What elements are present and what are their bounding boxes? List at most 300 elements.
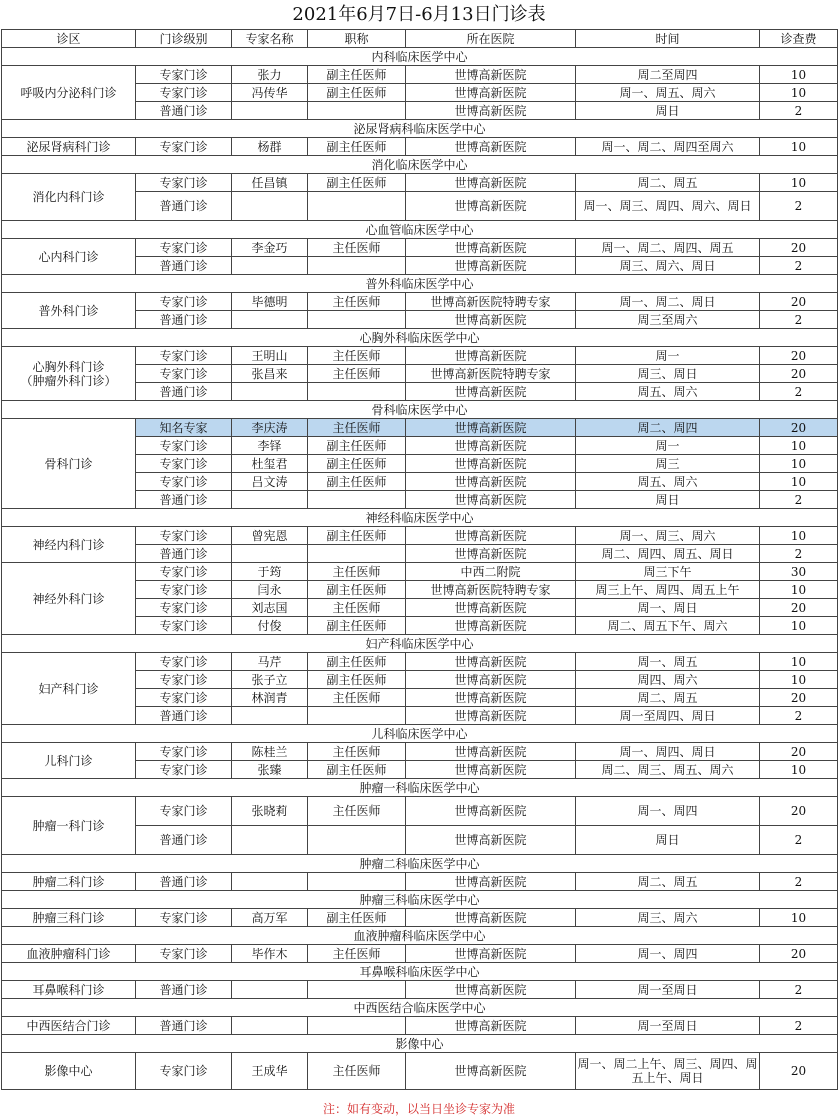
hospital-cell: 世博高新医院 bbox=[406, 873, 576, 891]
title-cell bbox=[308, 545, 406, 563]
table-row bbox=[2, 419, 838, 437]
dept-name: 呼吸内分泌科门诊 bbox=[20, 85, 117, 100]
hospital-cell: 世博高新医院 bbox=[406, 707, 576, 725]
level-cell: 专家门诊 bbox=[136, 365, 232, 383]
hospital-cell: 世博高新医院特聘专家 bbox=[406, 293, 576, 311]
expert-cell: 付俊 bbox=[232, 617, 308, 635]
section-title: 骨科临床医学中心 bbox=[2, 401, 838, 419]
level-cell: 专家门诊 bbox=[136, 437, 232, 455]
fee-cell: 10 bbox=[760, 617, 838, 635]
hospital-cell: 世博高新医院 bbox=[406, 311, 576, 329]
section-row bbox=[2, 120, 838, 138]
hospital-cell: 世博高新医院 bbox=[406, 257, 576, 275]
expert-cell: 张力 bbox=[232, 66, 308, 84]
section-row bbox=[2, 509, 838, 527]
title-cell: 主任医师 bbox=[308, 293, 406, 311]
section-row bbox=[2, 855, 838, 873]
table-row bbox=[2, 1017, 838, 1035]
table-row bbox=[2, 563, 838, 581]
table-row bbox=[2, 743, 838, 761]
section-row bbox=[2, 329, 838, 347]
header-cell: 时间 bbox=[576, 30, 760, 48]
table-row bbox=[2, 1053, 838, 1090]
level-cell: 专家门诊 bbox=[136, 293, 232, 311]
time-cell: 周五、周六 bbox=[576, 383, 760, 401]
table-row bbox=[2, 945, 838, 963]
expert-cell: 张臻 bbox=[232, 761, 308, 779]
title-cell: 副主任医师 bbox=[308, 473, 406, 491]
expert-cell bbox=[232, 545, 308, 563]
title-cell bbox=[308, 192, 406, 221]
table-row bbox=[2, 797, 838, 826]
level-cell: 专家门诊 bbox=[136, 797, 232, 826]
time-cell: 周一 bbox=[576, 437, 760, 455]
table-row bbox=[2, 138, 838, 156]
title-cell: 主任医师 bbox=[308, 945, 406, 963]
table-row bbox=[2, 981, 838, 999]
title-cell: 主任医师 bbox=[308, 563, 406, 581]
level-cell: 专家门诊 bbox=[136, 599, 232, 617]
hospital-cell: 世博高新医院 bbox=[406, 653, 576, 671]
time-cell: 周三上午、周四、周五上午 bbox=[576, 581, 760, 599]
schedule-table bbox=[1, 29, 838, 1090]
section-title: 肿瘤二科临床医学中心 bbox=[2, 855, 838, 873]
dept-cell bbox=[2, 174, 136, 221]
dept-cell bbox=[2, 347, 136, 401]
section-title: 血液肿瘤科临床医学中心 bbox=[2, 927, 838, 945]
fee-cell: 10 bbox=[760, 761, 838, 779]
level-cell: 专家门诊 bbox=[136, 347, 232, 365]
dept-name: 骨科门诊 bbox=[44, 456, 93, 471]
section-title: 内科临床医学中心 bbox=[2, 48, 838, 66]
fee-cell: 2 bbox=[760, 981, 838, 999]
time-cell: 周二、周五 bbox=[576, 174, 760, 192]
expert-cell: 冯传华 bbox=[232, 84, 308, 102]
level-cell: 专家门诊 bbox=[136, 527, 232, 545]
fee-cell: 20 bbox=[760, 293, 838, 311]
expert-cell: 曾宪恩 bbox=[232, 527, 308, 545]
fee-cell: 20 bbox=[760, 365, 838, 383]
title-cell: 副主任医师 bbox=[308, 581, 406, 599]
header-cell: 所在医院 bbox=[406, 30, 576, 48]
time-cell: 周一、周四、周日 bbox=[576, 743, 760, 761]
level-cell: 普通门诊 bbox=[136, 311, 232, 329]
hospital-cell: 世博高新医院 bbox=[406, 527, 576, 545]
time-cell: 周一、周四 bbox=[576, 797, 760, 826]
expert-cell bbox=[232, 873, 308, 891]
section-row bbox=[2, 1035, 838, 1053]
level-cell: 专家门诊 bbox=[136, 761, 232, 779]
header-cell: 职称 bbox=[308, 30, 406, 48]
hospital-cell: 世博高新医院 bbox=[406, 945, 576, 963]
fee-cell: 20 bbox=[760, 689, 838, 707]
time-cell: 周一、周二、周四、周五 bbox=[576, 239, 760, 257]
dept-cell bbox=[2, 138, 136, 156]
header-cell: 诊区 bbox=[2, 30, 136, 48]
title-cell: 副主任医师 bbox=[308, 761, 406, 779]
expert-cell: 任昌镇 bbox=[232, 174, 308, 192]
hospital-cell: 中西二附院 bbox=[406, 563, 576, 581]
time-cell: 周日 bbox=[576, 491, 760, 509]
dept-cell bbox=[2, 293, 136, 329]
time-cell: 周五、周六 bbox=[576, 473, 760, 491]
title-cell bbox=[308, 981, 406, 999]
fee-cell: 20 bbox=[760, 599, 838, 617]
time-cell: 周二、周四、周五、周日 bbox=[576, 545, 760, 563]
dept-cell bbox=[2, 1053, 136, 1090]
fee-cell: 30 bbox=[760, 563, 838, 581]
expert-cell: 吕文涛 bbox=[232, 473, 308, 491]
dept-name: 心胸外科门诊 bbox=[32, 359, 105, 374]
dept-name: 泌尿肾病科门诊 bbox=[26, 139, 111, 154]
dept-cell bbox=[2, 743, 136, 779]
level-cell: 专家门诊 bbox=[136, 743, 232, 761]
section-row bbox=[2, 963, 838, 981]
hospital-cell: 世博高新医院 bbox=[406, 617, 576, 635]
table-row bbox=[2, 527, 838, 545]
title-cell bbox=[308, 826, 406, 855]
expert-cell bbox=[232, 192, 308, 221]
time-cell: 周日 bbox=[576, 826, 760, 855]
title-cell bbox=[308, 311, 406, 329]
dept-name: 心内科门诊 bbox=[38, 249, 99, 264]
title-cell: 主任医师 bbox=[308, 239, 406, 257]
dept-name: 儿科门诊 bbox=[44, 753, 93, 768]
section-row bbox=[2, 401, 838, 419]
hospital-cell: 世博高新医院 bbox=[406, 599, 576, 617]
fee-cell: 2 bbox=[760, 826, 838, 855]
level-cell: 普通门诊 bbox=[136, 873, 232, 891]
hospital-cell: 世博高新医院 bbox=[406, 347, 576, 365]
expert-cell: 毕德明 bbox=[232, 293, 308, 311]
time-cell: 周一、周二、周日 bbox=[576, 293, 760, 311]
fee-cell: 2 bbox=[760, 1017, 838, 1035]
time-cell: 周一、周日 bbox=[576, 599, 760, 617]
time-cell: 周一、周五、周六 bbox=[576, 84, 760, 102]
expert-cell: 杨群 bbox=[232, 138, 308, 156]
title-cell bbox=[308, 707, 406, 725]
fee-cell: 20 bbox=[760, 1053, 838, 1090]
expert-cell bbox=[232, 826, 308, 855]
level-cell: 专家门诊 bbox=[136, 138, 232, 156]
hospital-cell: 世博高新医院 bbox=[406, 383, 576, 401]
dept-cell bbox=[2, 873, 136, 891]
expert-cell: 李庆涛 bbox=[232, 419, 308, 437]
time-cell: 周三至周六 bbox=[576, 311, 760, 329]
time-cell: 周三下午 bbox=[576, 563, 760, 581]
time-cell: 周三 bbox=[576, 455, 760, 473]
hospital-cell: 世博高新医院 bbox=[406, 102, 576, 120]
hospital-cell: 世博高新医院 bbox=[406, 84, 576, 102]
level-cell: 专家门诊 bbox=[136, 563, 232, 581]
hospital-cell: 世博高新医院 bbox=[406, 1053, 576, 1090]
dept-name: 神经外科门诊 bbox=[32, 591, 105, 606]
hospital-cell: 世博高新医院 bbox=[406, 239, 576, 257]
section-title: 神经科临床医学中心 bbox=[2, 509, 838, 527]
time-cell: 周三、周六、周日 bbox=[576, 257, 760, 275]
hospital-cell: 世博高新医院 bbox=[406, 455, 576, 473]
level-cell: 专家门诊 bbox=[136, 84, 232, 102]
title-cell: 主任医师 bbox=[308, 1053, 406, 1090]
section-row bbox=[2, 779, 838, 797]
level-cell: 专家门诊 bbox=[136, 455, 232, 473]
page-title: 2021年6月7日-6月13日门诊表 bbox=[292, 4, 546, 25]
hospital-cell: 世博高新医院 bbox=[406, 545, 576, 563]
fee-cell: 20 bbox=[760, 797, 838, 826]
section-title: 中西医结合临床医学中心 bbox=[2, 999, 838, 1017]
level-cell: 专家门诊 bbox=[136, 909, 232, 927]
fee-cell: 10 bbox=[760, 671, 838, 689]
fee-cell: 2 bbox=[760, 257, 838, 275]
section-row bbox=[2, 999, 838, 1017]
fee-cell: 10 bbox=[760, 138, 838, 156]
dept-cell bbox=[2, 563, 136, 635]
expert-cell: 刘志国 bbox=[232, 599, 308, 617]
dept-name: 神经内科门诊 bbox=[32, 537, 105, 552]
hospital-cell: 世博高新医院 bbox=[406, 761, 576, 779]
hospital-cell: 世博高新医院 bbox=[406, 437, 576, 455]
time-cell: 周一、周四 bbox=[576, 945, 760, 963]
title-cell: 副主任医师 bbox=[308, 455, 406, 473]
dept-cell bbox=[2, 945, 136, 963]
section-title: 儿科临床医学中心 bbox=[2, 725, 838, 743]
fee-cell: 2 bbox=[760, 383, 838, 401]
level-cell: 普通门诊 bbox=[136, 257, 232, 275]
section-title: 心胸外科临床医学中心 bbox=[2, 329, 838, 347]
title-cell: 副主任医师 bbox=[308, 84, 406, 102]
time-cell: 周一至周日 bbox=[576, 981, 760, 999]
hospital-cell: 世博高新医院 bbox=[406, 174, 576, 192]
header-row bbox=[2, 30, 838, 48]
title-cell: 副主任医师 bbox=[308, 617, 406, 635]
expert-cell: 闫永 bbox=[232, 581, 308, 599]
time-cell: 周一、周三、周六 bbox=[576, 527, 760, 545]
hospital-cell: 世博高新医院 bbox=[406, 826, 576, 855]
expert-cell: 李铎 bbox=[232, 437, 308, 455]
dept-name: 肿瘤二科门诊 bbox=[32, 874, 105, 889]
level-cell: 普通门诊 bbox=[136, 826, 232, 855]
dept-subname: （肿瘤外科门诊） bbox=[20, 373, 117, 388]
level-cell: 专家门诊 bbox=[136, 671, 232, 689]
level-cell: 专家门诊 bbox=[136, 174, 232, 192]
title-cell: 主任医师 bbox=[308, 347, 406, 365]
time-cell: 周二、周五 bbox=[576, 689, 760, 707]
time-cell: 周一、周二、周四至周六 bbox=[576, 138, 760, 156]
title-cell: 副主任医师 bbox=[308, 174, 406, 192]
dept-cell bbox=[2, 239, 136, 275]
dept-name: 耳鼻喉科门诊 bbox=[32, 982, 105, 997]
section-title: 心血管临床医学中心 bbox=[2, 221, 838, 239]
expert-cell: 陈桂兰 bbox=[232, 743, 308, 761]
fee-cell: 10 bbox=[760, 581, 838, 599]
schedule-table-body bbox=[2, 30, 838, 1090]
dept-name: 中西医结合门诊 bbox=[26, 1018, 111, 1033]
title-cell bbox=[308, 1017, 406, 1035]
expert-cell bbox=[232, 707, 308, 725]
fee-cell: 10 bbox=[760, 527, 838, 545]
dept-cell bbox=[2, 909, 136, 927]
section-row bbox=[2, 275, 838, 293]
table-row bbox=[2, 174, 838, 192]
fee-cell: 2 bbox=[760, 192, 838, 221]
expert-cell bbox=[232, 257, 308, 275]
expert-cell: 张子立 bbox=[232, 671, 308, 689]
dept-name: 普外科门诊 bbox=[38, 303, 99, 318]
title-cell: 副主任医师 bbox=[308, 527, 406, 545]
time-cell: 周一 bbox=[576, 347, 760, 365]
level-cell: 专家门诊 bbox=[136, 1053, 232, 1090]
fee-cell: 20 bbox=[760, 743, 838, 761]
fee-cell: 20 bbox=[760, 419, 838, 437]
expert-cell: 张晓莉 bbox=[232, 797, 308, 826]
hospital-cell: 世博高新医院 bbox=[406, 66, 576, 84]
dept-name: 消化内科门诊 bbox=[32, 190, 105, 204]
hospital-cell: 世博高新医院 bbox=[406, 909, 576, 927]
title-cell: 主任医师 bbox=[308, 599, 406, 617]
expert-cell: 林润青 bbox=[232, 689, 308, 707]
time-cell: 周一、周三、周四、周六、周日 bbox=[576, 192, 760, 221]
section-title: 肿瘤一科临床医学中心 bbox=[2, 779, 838, 797]
time-cell: 周二、周五 bbox=[576, 873, 760, 891]
title-cell bbox=[308, 257, 406, 275]
section-row bbox=[2, 221, 838, 239]
hospital-cell: 世博高新医院 bbox=[406, 1017, 576, 1035]
level-cell: 专家门诊 bbox=[136, 689, 232, 707]
title-cell bbox=[308, 102, 406, 120]
fee-cell: 2 bbox=[760, 545, 838, 563]
fee-cell: 10 bbox=[760, 66, 838, 84]
level-cell: 专家门诊 bbox=[136, 617, 232, 635]
fee-cell: 2 bbox=[760, 491, 838, 509]
title-cell bbox=[308, 383, 406, 401]
section-row bbox=[2, 635, 838, 653]
time-cell: 周二至周四 bbox=[576, 66, 760, 84]
time-cell: 周二、周四 bbox=[576, 419, 760, 437]
section-row bbox=[2, 725, 838, 743]
hospital-cell: 世博高新医院特聘专家 bbox=[406, 581, 576, 599]
table-row bbox=[2, 293, 838, 311]
expert-cell bbox=[232, 981, 308, 999]
fee-cell: 10 bbox=[760, 455, 838, 473]
expert-cell: 王明山 bbox=[232, 347, 308, 365]
table-row bbox=[2, 873, 838, 891]
fee-cell: 10 bbox=[760, 174, 838, 192]
section-title: 妇产科临床医学中心 bbox=[2, 635, 838, 653]
fee-cell: 2 bbox=[760, 873, 838, 891]
title-cell: 主任医师 bbox=[308, 797, 406, 826]
table-row bbox=[2, 66, 838, 84]
dept-cell bbox=[2, 1017, 136, 1035]
section-title: 消化临床医学中心 bbox=[2, 156, 838, 174]
time-cell: 周一、周二上午、周三、周四、周五上午、周日 bbox=[576, 1053, 760, 1090]
header-cell: 门诊级别 bbox=[136, 30, 232, 48]
title-cell: 副主任医师 bbox=[308, 671, 406, 689]
hospital-cell: 世博高新医院 bbox=[406, 743, 576, 761]
title-cell: 主任医师 bbox=[308, 365, 406, 383]
section-title: 泌尿肾病科临床医学中心 bbox=[2, 120, 838, 138]
section-title: 影像中心 bbox=[2, 1035, 838, 1053]
time-cell: 周四、周六 bbox=[576, 671, 760, 689]
footer-note: 注：如有变动，以当日坐诊专家为准 bbox=[322, 1102, 515, 1116]
dept-cell bbox=[2, 66, 136, 120]
level-cell: 专家门诊 bbox=[136, 239, 232, 257]
table-row bbox=[2, 347, 838, 365]
level-cell: 专家门诊 bbox=[136, 581, 232, 599]
section-title: 肿瘤三科临床医学中心 bbox=[2, 891, 838, 909]
hospital-cell: 世博高新医院 bbox=[406, 689, 576, 707]
fee-cell: 20 bbox=[760, 347, 838, 365]
level-cell: 专家门诊 bbox=[136, 653, 232, 671]
title-cell: 副主任医师 bbox=[308, 66, 406, 84]
dept-name: 妇产科门诊 bbox=[38, 681, 99, 696]
fee-cell: 2 bbox=[760, 102, 838, 120]
expert-cell bbox=[232, 102, 308, 120]
dept-cell bbox=[2, 527, 136, 563]
expert-cell: 杜玺君 bbox=[232, 455, 308, 473]
fee-cell: 20 bbox=[760, 945, 838, 963]
dept-name: 肿瘤三科门诊 bbox=[32, 910, 105, 925]
header-cell: 诊查费 bbox=[760, 30, 838, 48]
hospital-cell: 世博高新医院 bbox=[406, 192, 576, 221]
hospital-cell: 世博高新医院 bbox=[406, 491, 576, 509]
expert-cell bbox=[232, 383, 308, 401]
table-row bbox=[2, 909, 838, 927]
dept-cell bbox=[2, 653, 136, 725]
level-cell: 普通门诊 bbox=[136, 102, 232, 120]
level-cell: 普通门诊 bbox=[136, 383, 232, 401]
dept-cell bbox=[2, 981, 136, 999]
title-cell: 副主任医师 bbox=[308, 138, 406, 156]
title-cell: 副主任医师 bbox=[308, 653, 406, 671]
fee-cell: 2 bbox=[760, 707, 838, 725]
expert-cell bbox=[232, 311, 308, 329]
expert-cell: 于筠 bbox=[232, 563, 308, 581]
time-cell: 周一至周日 bbox=[576, 1017, 760, 1035]
level-cell: 普通门诊 bbox=[136, 981, 232, 999]
title-cell: 副主任医师 bbox=[308, 909, 406, 927]
time-cell: 周三、周日 bbox=[576, 365, 760, 383]
expert-cell: 毕作木 bbox=[232, 945, 308, 963]
expert-cell: 王成华 bbox=[232, 1053, 308, 1090]
hospital-cell: 世博高新医院 bbox=[406, 473, 576, 491]
fee-cell: 20 bbox=[760, 239, 838, 257]
fee-cell: 10 bbox=[760, 84, 838, 102]
section-title: 普外科临床医学中心 bbox=[2, 275, 838, 293]
title-cell: 主任医师 bbox=[308, 419, 406, 437]
level-cell: 普通门诊 bbox=[136, 192, 232, 221]
hospital-cell: 世博高新医院 bbox=[406, 671, 576, 689]
dept-name: 影像中心 bbox=[44, 1064, 93, 1078]
fee-cell: 10 bbox=[760, 437, 838, 455]
level-cell: 知名专家 bbox=[136, 419, 232, 437]
title-cell: 主任医师 bbox=[308, 689, 406, 707]
title-cell bbox=[308, 873, 406, 891]
section-row bbox=[2, 891, 838, 909]
dept-cell bbox=[2, 419, 136, 509]
hospital-cell: 世博高新医院 bbox=[406, 797, 576, 826]
expert-cell: 张昌来 bbox=[232, 365, 308, 383]
level-cell: 普通门诊 bbox=[136, 545, 232, 563]
section-row bbox=[2, 927, 838, 945]
level-cell: 普通门诊 bbox=[136, 491, 232, 509]
fee-cell: 10 bbox=[760, 909, 838, 927]
level-cell: 普通门诊 bbox=[136, 1017, 232, 1035]
dept-name: 血液肿瘤科门诊 bbox=[26, 946, 111, 961]
header-cell: 专家名称 bbox=[232, 30, 308, 48]
expert-cell bbox=[232, 491, 308, 509]
section-row bbox=[2, 156, 838, 174]
hospital-cell: 世博高新医院特聘专家 bbox=[406, 365, 576, 383]
